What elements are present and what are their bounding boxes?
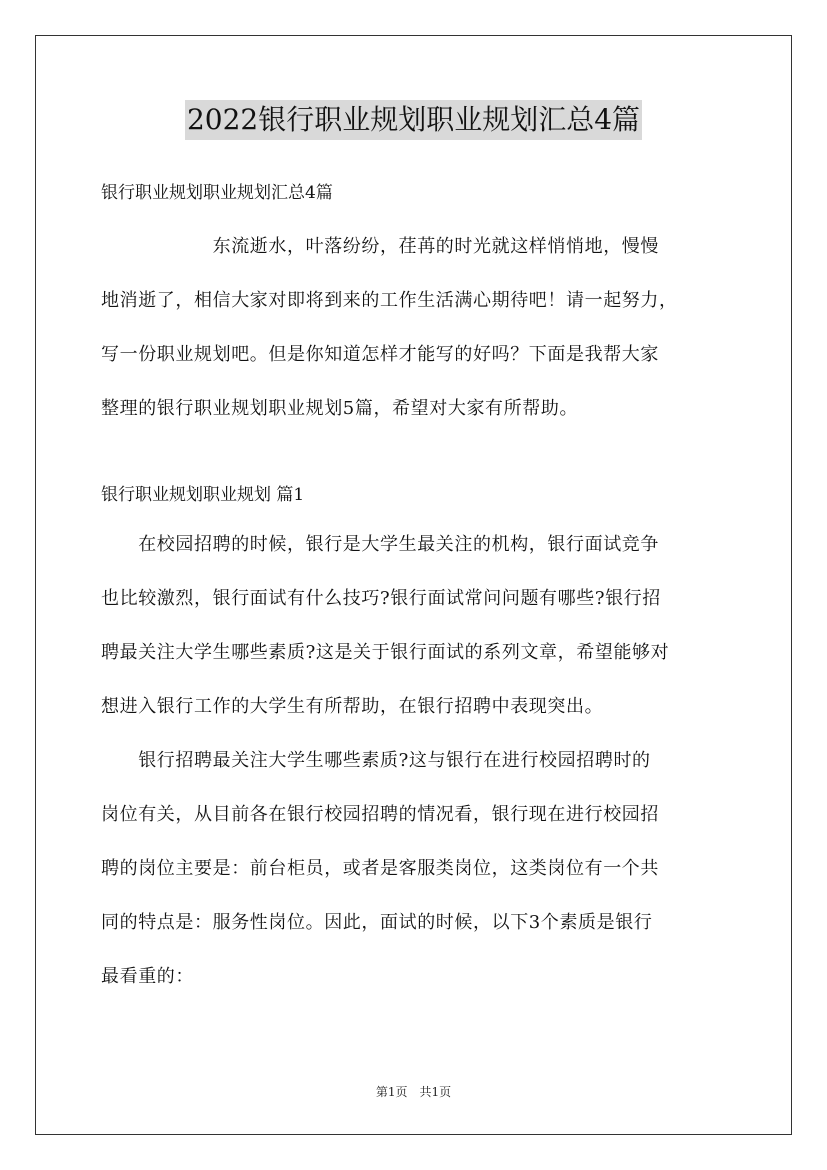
intro-line[interactable]: 东流逝水，叶落纷纷，荏苒的时光就这样悄悄地，慢慢 [101,236,659,257]
paragraph-line[interactable]: 聘的岗位主要是：前台柜员，或者是客服类岗位，这类岗位有一个共 [101,858,659,879]
section-heading[interactable]: 银行职业规划职业规划 篇1 [101,485,305,505]
paragraph-line[interactable]: 最看重的： [101,966,194,987]
paragraph-line[interactable]: 聘最关注大学生哪些素质?这是关于银行面试的系列文章，希望能够对 [101,642,670,663]
document-title[interactable]: 2022银行职业规划职业规划汇总4篇 [185,100,642,140]
title-container [0,100,827,140]
intro-line[interactable]: 写一份职业规划吧。但是你知道怎样才能写的好吗？下面是我帮大家 [101,344,659,365]
paragraph-line[interactable]: 也比较激烈，银行面试有什么技巧?银行面试常问问题有哪些?银行招 [101,588,661,609]
paragraph-line[interactable]: 岗位有关，从目前各在银行校园招聘的情况看，银行现在进行校园招 [101,804,659,825]
page-footer: 第1页 共1页 [375,1085,452,1099]
document-body [101,170,741,1004]
paragraph-line[interactable]: 在校园招聘的时候，银行是大学生最关注的机构，银行面试竞争 [101,534,659,555]
paragraph-line[interactable]: 想进入银行工作的大学生有所帮助，在银行招聘中表现突出。 [101,696,604,717]
intro-line[interactable]: 地消逝了，相信大家对即将到来的工作生活满心期待吧！请一起努力， [101,290,678,311]
paragraph-line[interactable]: 同的特点是：服务性岗位。因此，面试的时候，以下3个素质是银行 [101,912,653,933]
paragraph-line[interactable]: 银行招聘最关注大学生哪些素质?这与银行在进行校园招聘时的 [101,750,651,771]
spacer [101,436,741,472]
intro-line[interactable]: 整理的银行职业规划职业规划5篇，希望对大家有所帮助。 [101,398,579,419]
document-subtitle[interactable]: 银行职业规划职业规划汇总4篇 [101,183,333,203]
